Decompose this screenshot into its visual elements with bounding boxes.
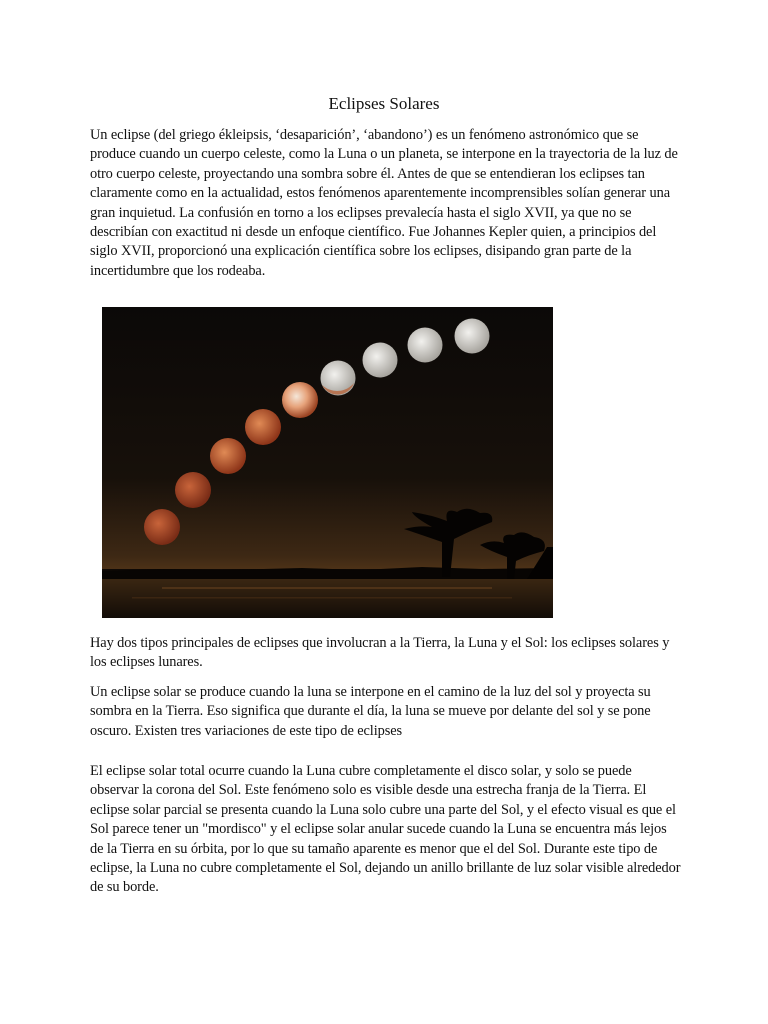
eclipse-photo xyxy=(102,307,553,618)
paragraph-intro: Un eclipse (del griego ékleipsis, ‘desaparición’, ‘abandono’) es un fenómeno astronómico que se produce cuando un cuerpo celeste, como la Luna o un planeta, se interpone en la trayectoria de la luz de otro cuerpo celeste, proyectando una sombra sobre él. Antes de que se entendieran los eclipses tan claramente como en la actualidad, estos fenómenos aparentemente incomprensibles solían generar una gran inquietud. La confusión en torno a los eclipses prevalecía hasta el siglo XVII, ya que no se describían con exactitud ni desde un enfoque científico. Fue Johannes Kepler quien, a principios del siglo XVII, proporcionó una explicación científica sobre los eclipses, disipando gran parte de la incertidumbre que los rodeaba. xyxy=(90,127,678,279)
paragraph-solar-variations: El eclipse solar total ocurre cuando la Luna cubre completamente el disco solar, y solo se puede observar la corona del Sol. Este fenómeno solo es visible desde una estrecha franja de la Tierra. El eclipse solar parcial se presenta cuando la Luna solo cubre una parte del Sol, y el efecto visual es que el Sol parece tener un "mordisco" y el eclipse solar anular sucede cuando la Luna se encuentra más lejos de la Tierra en su órbita, por lo que su tamaño aparente es menor que el del Sol. Durante este tipo de eclipse, la Luna no cubre completamente el Sol, dejando un anillo brillante de luz solar visible alrededor de su borde. xyxy=(90,763,681,896)
paragraph-eclipse-types: Hay dos tipos principales de eclipses que involucran a la Tierra, la Luna y el Sol: los eclipses solares y los eclipses lunares. xyxy=(90,635,670,671)
paragraph-solar-eclipse: Un eclipse solar se produce cuando la luna se interpone en el camino de la luz del sol y proyecta su sombra en la Tierra. Eso significa que durante el día, la luna se mueve por delante del sol y se pone oscuro. Existen tres variaciones de este tipo de eclipses xyxy=(90,684,651,739)
eclipse-photo-image xyxy=(102,307,553,618)
document-title: Eclipses Solares xyxy=(328,94,440,113)
